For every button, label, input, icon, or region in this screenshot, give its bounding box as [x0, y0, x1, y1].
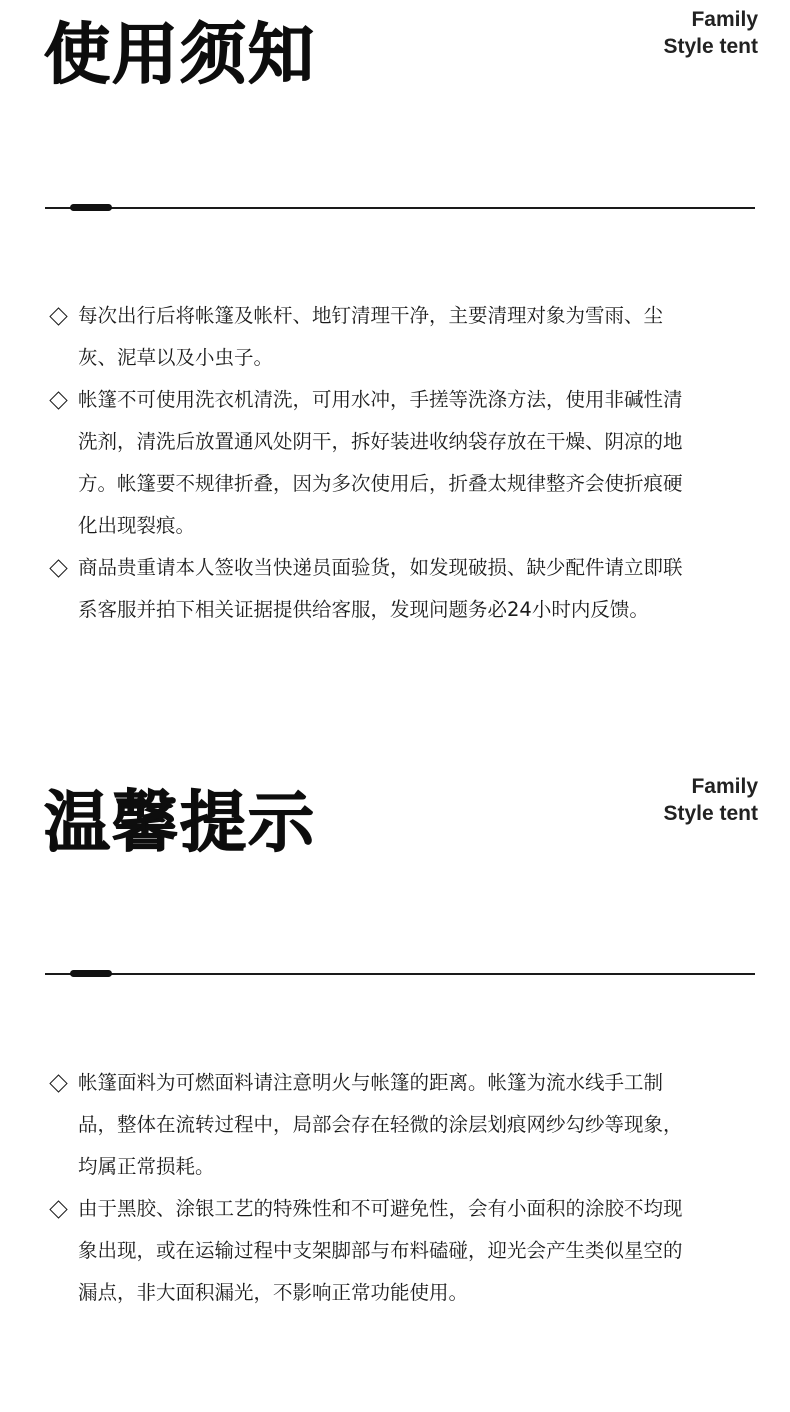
list-item	[48, 1062, 688, 1188]
list-item	[48, 379, 688, 547]
usage-notice-section	[0, 0, 790, 700]
note-text: 帐篷不可使用洗衣机清洗，可用水冲，手搓等洗涤方法，使用非碱性清洗剂，清洗后放置通风处阴干，拆好装进收纳袋存放在干燥、阴凉的地方。帐篷要不规律折叠，因为多次使用后，折叠太规律整齐会使折痕硬化出现裂痕。	[78, 388, 683, 537]
diamond-bullet-icon	[49, 307, 67, 325]
list-item	[48, 1188, 688, 1314]
warm-tips-section	[0, 766, 790, 1412]
note-text: 由于黑胶、涂银工艺的特殊性和不可避免性，会有小面积的涂胶不均现象出现，或在运输过程中支架脚部与布料磕碰，迎光会产生类似星空的漏点，非大面积漏光，不影响正常功能使用。	[78, 1197, 683, 1304]
brand-label	[663, 773, 758, 827]
diamond-bullet-icon	[49, 559, 67, 577]
note-text: 商品贵重请本人签收当快递员面验货，如发现破损、缺少配件请立即联系客服并拍下相关证据提供给客服，发现问题务必24小时内反馈。	[78, 556, 683, 621]
brand-line-1: Family	[691, 775, 758, 798]
diamond-bullet-icon	[49, 1200, 67, 1218]
brand-label	[663, 6, 758, 60]
section-title: 使用须知	[44, 16, 316, 93]
brand-line-2: Style tent	[663, 35, 758, 58]
notes-list	[48, 1062, 688, 1314]
section-divider	[45, 973, 755, 975]
list-item	[48, 295, 688, 379]
divider-accent	[70, 970, 112, 977]
note-text: 帐篷面料为可燃面料请注意明火与帐篷的距离。帐篷为流水线手工制品，整体在流转过程中，局部会存在轻微的涂层划痕网纱勾纱等现象，均属正常损耗。	[78, 1071, 683, 1178]
divider-accent	[70, 204, 112, 211]
brand-line-2: Style tent	[663, 802, 758, 825]
brand-line-1: Family	[691, 8, 758, 31]
list-item	[48, 547, 688, 631]
notes-list	[48, 295, 688, 631]
note-text: 每次出行后将帐篷及帐杆、地钉清理干净，主要清理对象为雪雨、尘灰、泥草以及小虫子。	[78, 304, 664, 369]
section-divider	[45, 207, 755, 209]
diamond-bullet-icon	[49, 391, 67, 409]
diamond-bullet-icon	[49, 1074, 67, 1092]
section-title: 温馨提示	[44, 784, 316, 861]
